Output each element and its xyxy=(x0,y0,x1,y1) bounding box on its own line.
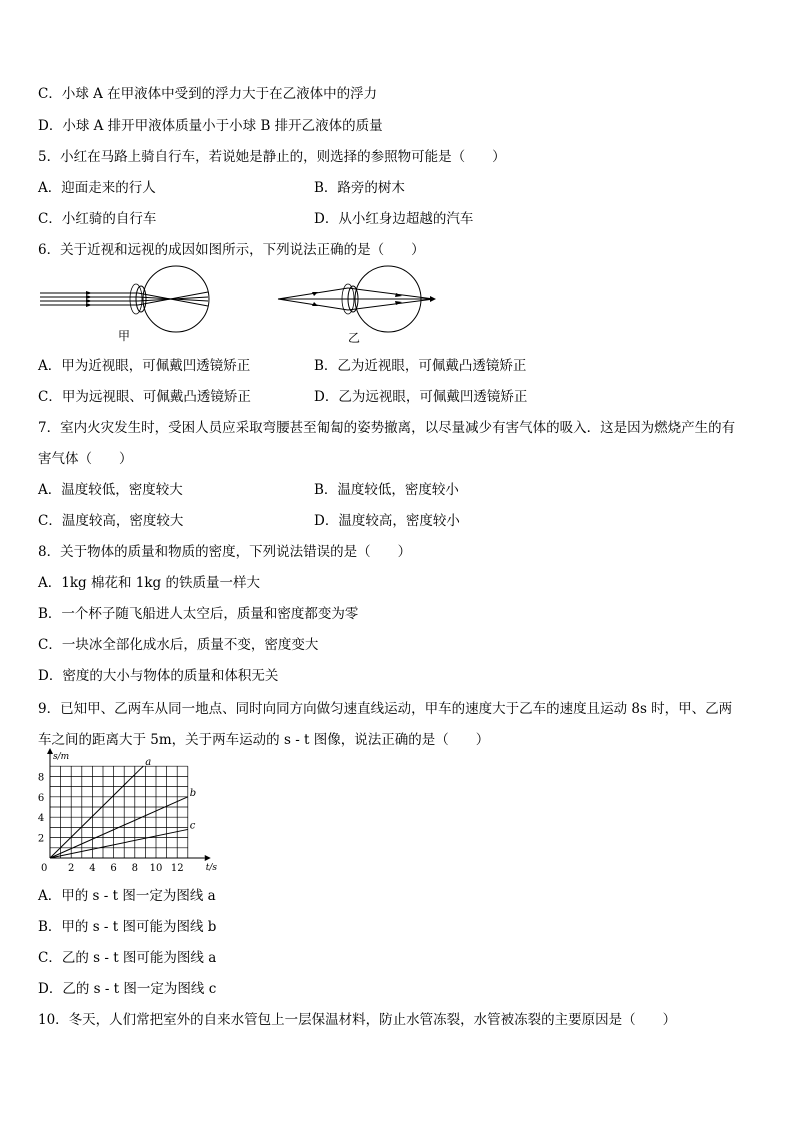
y-tick-label: 2 xyxy=(37,833,45,845)
y-tick-label: 6 xyxy=(37,792,45,804)
x-tick-label: 2 xyxy=(68,863,75,874)
eye-diagram-jia xyxy=(40,266,209,332)
q9-option-d: D．乙的 s - t 图一定为图线 c xyxy=(38,981,217,997)
q10-stem: 10．冬天，人们常把室外的自来水管包上一层保温材料，防止水管冻裂，水管被冻裂的主要原因是（ ） xyxy=(38,1012,677,1028)
q7-option-b: B．温度较低，密度较小 xyxy=(314,482,459,498)
q5-option-b: B．路旁的树木 xyxy=(314,180,405,196)
q7-option-d: D．温度较高，密度较小 xyxy=(314,513,460,529)
q6-stem: 6．关于近视和远视的成因如图所示，下列说法正确的是（ ） xyxy=(38,242,425,258)
q6-option-a: A．甲为近视眼，可佩戴凹透镜矫正 xyxy=(38,358,251,374)
q5-option-a: A．迎面走来的行人 xyxy=(38,180,156,196)
q7-option-c: C．温度较高，密度较大 xyxy=(38,513,184,529)
q7-stem-line2: 害气体（ ） xyxy=(38,451,133,467)
q9-option-b: B．甲的 s - t 图可能为图线 b xyxy=(38,919,217,935)
q4-option-d: D．小球 A 排开甲液体质量小于小球 B 排开乙液体的质量 xyxy=(38,118,383,134)
x-axis-arrow xyxy=(205,855,211,861)
q5-option-d: D．从小红身边超越的汽车 xyxy=(314,211,474,227)
series-line-a xyxy=(50,766,143,858)
q8-stem: 8．关于物体的质量和物质的密度，下列说法错误的是（ ） xyxy=(38,544,412,560)
q6-eye-figure xyxy=(36,262,446,348)
q9-stem-line1: 9．已知甲、乙两车从同一地点、同时向同方向做匀速直线运动，甲车的速度大于乙车的速度且运动 8s 时，甲、乙两 xyxy=(38,701,733,717)
q8-option-b: B．一个杯子随飞船进人太空后，质量和密度都变为零 xyxy=(38,606,359,622)
q6-option-d: D．乙为远视眼，可佩戴凹透镜矫正 xyxy=(314,389,528,405)
x-tick-label: 4 xyxy=(89,863,96,874)
x-axis-label: t/s xyxy=(205,863,218,873)
x-tick-label: 10 xyxy=(149,863,163,874)
y-axis-label: s/m xyxy=(53,751,70,762)
x-tick-label: 8 xyxy=(131,863,138,874)
q7-stem-line1: 7．室内火灾发生时，受困人员应采取弯腰甚至匍匐的姿势撤离，以尽量减少有害气体的吸入．这是因为燃烧产生的有 xyxy=(38,420,736,436)
fig-label-jia: 甲 xyxy=(118,329,131,343)
x-tick-label: 12 xyxy=(170,863,184,874)
series-line-c xyxy=(50,829,188,858)
q9-option-a: A．甲的 s - t 图一定为图线 a xyxy=(38,888,216,904)
q8-option-a: A．1kg 棉花和 1kg 的铁质量一样大 xyxy=(38,575,260,591)
eye-diagram-yi xyxy=(278,266,434,332)
series-label-a: a xyxy=(145,757,152,769)
y-tick-label: 4 xyxy=(37,813,45,825)
q5-option-c: C．小红骑的自行车 xyxy=(38,211,157,227)
q8-option-c: C．一块冰全部化成水后，质量不变，密度变大 xyxy=(38,637,319,653)
q7-option-a: A．温度较低，密度较大 xyxy=(38,482,183,498)
q6-option-b: B．乙为近视眼，可佩戴凸透镜矫正 xyxy=(314,358,527,374)
series-label-b: b xyxy=(189,787,197,799)
q9-option-c: C．乙的 s - t 图可能为图线 a xyxy=(38,950,217,966)
x-tick-label: 6 xyxy=(110,863,117,874)
series-label-c: c xyxy=(189,820,196,832)
q8-option-d: D．密度的大小与物体的质量和体积无关 xyxy=(38,668,279,684)
q9-stem-line2: 车之间的距离大于 5m，关于两车运动的 s - t 图像，说法正确的是（ ） xyxy=(38,732,490,748)
q4-option-c: C．小球 A 在甲液体中受到的浮力大于在乙液体中的浮力 xyxy=(38,86,378,102)
x-tick-label: 0 xyxy=(41,863,48,874)
q9-st-graph xyxy=(30,751,218,878)
q5-stem: 5．小红在马路上骑自行车，若说她是静止的，则选择的参照物可能是（ ） xyxy=(38,149,506,165)
q6-option-c: C．甲为远视眼、可佩戴凸透镜矫正 xyxy=(38,389,251,405)
y-tick-label: 8 xyxy=(37,772,45,784)
fig-label-yi: 乙 xyxy=(348,331,361,345)
